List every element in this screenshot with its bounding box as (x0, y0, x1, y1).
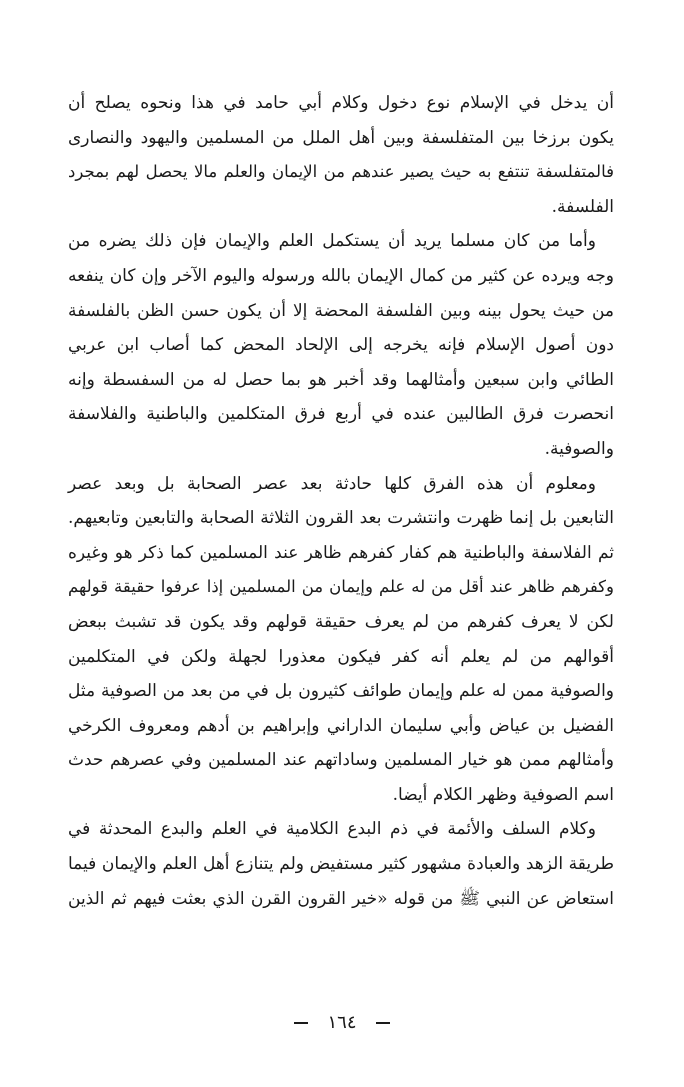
text-line: دون أصول الإسلام فإنه يخرجه إلى الإلحاد المحض كما أصاب ابن عربي (68, 335, 614, 356)
text-line: والصوفية ممن له علم وإيمان طوائف كثيرون بل في من بعد من الصوفية مثل (68, 681, 614, 702)
text-line: الفلسفة. (551, 196, 614, 217)
text-line: وأمثالهم ممن هو خيار المسلمين وساداتهم عند المسلمين وفي عصرهم حدث (68, 750, 615, 771)
page-footer (0, 1012, 684, 1033)
page-number: ١٦٤ (327, 1012, 357, 1033)
text-line: من حيث يحول بينه وبين الفلسفة المحضة إلا أن يكون حسن الظن بالفلسفة (68, 300, 614, 321)
text-line: والصوفية. (544, 438, 614, 459)
text-line: وكفرهم ظاهر عند أقل من له علم وإيمان من المسلمين إذا عرفوا حقيقة قولهم (68, 577, 614, 597)
page-body (68, 86, 614, 1086)
text-line: الطائي وابن سبعين وأمثالهما وقد أخبر هو بما حصل له من السفسطة وإنه (68, 369, 614, 390)
dash-right (294, 1022, 308, 1024)
text-line: أن يدخل في الإسلام نوع دخول وكلام أبي حامد في هذا ونحوه يصلح أن (68, 93, 614, 113)
text-line: وكلام السلف والأئمة في ذم البدع الكلامية في العلم والبدع المحدثة في (68, 819, 596, 840)
text-line: انحصرت فرق الطالبين عنده في أربع فرق المتكلمين والباطنية والفلاسفة (68, 404, 614, 425)
text-line: يكون برزخا بين المتفلسفة وبين أهل الملل من المسلمين واليهود والنصارى (68, 127, 614, 148)
text-line: ثم الفلاسفة والباطنية هم كفار كفرهم ظاهر عند المسلمين كما ذكر هو وغيره (68, 542, 614, 563)
text-line: أقوالهم من لم يعلم أنه كفر فيكون معذورا لجهلة ولكن في المتكلمين (68, 646, 614, 667)
text-line: استعاض عن النبي ﷺ من قوله «خير القرون القرن الذي بعثت فيهم ثم الذين (68, 888, 614, 909)
text-line: لكن لا يعرف كفرهم من لم يعرف حقيقة قولهم وقد يكون قد تشبث ببعض (68, 611, 614, 632)
paragraph-block (68, 86, 614, 916)
dash-left (376, 1022, 390, 1024)
text-line: اسم الصوفية وظهر الكلام أيضا. (392, 784, 614, 805)
text-line: فالمتفلسفة تنتفع به حيث يصير عندهم من الإيمان والعلم مالا يحصل لهم بمجرد (68, 162, 614, 182)
text-line: ومعلوم أن هذه الفرق كلها حادثة بعد عصر الصحابة بل وبعد عصر (68, 473, 596, 494)
text-line: وأما من كان مسلما يريد أن يستكمل العلم والإيمان فإن ذلك يضره من (68, 231, 596, 252)
text-line: طريقة الزهد والعبادة مشهور كثير مستفيض ولم يتنازع أهل العلم والإيمان فيما (68, 854, 614, 875)
text-line: الفضيل بن عياض وأبي سليمان الداراني وإبراهيم بن أدهم ومعروف الكرخي (68, 715, 614, 736)
text-line: التابعين بل إنما ظهرت وانتشرت بعد القرون الثلاثة الصحابة والتابعين وتابعيهم. (68, 508, 614, 529)
text-line: وجه ويرده عن كثير من كمال الإيمان بالله ورسوله واليوم الآخر وإن كان ينفعه (68, 265, 614, 286)
